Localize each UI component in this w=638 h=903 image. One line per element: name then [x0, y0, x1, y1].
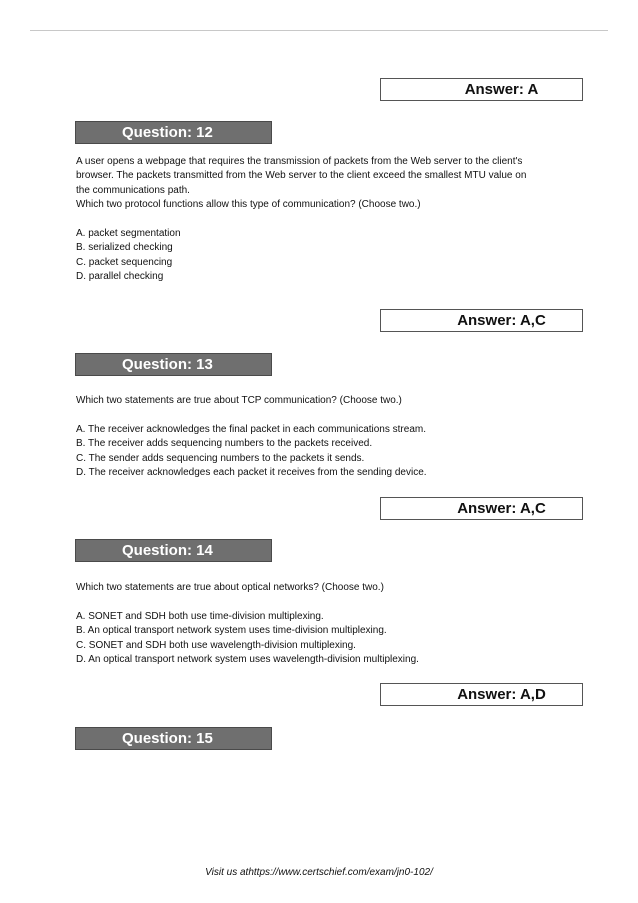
question-stem-line: the communications path.: [76, 184, 190, 196]
option-a: A. SONET and SDH both use time-division multiplexing.: [76, 610, 324, 622]
answer-box-q14: [380, 683, 583, 706]
question-prompt: Which two protocol functions allow this type of communication? (Choose two.): [76, 199, 421, 211]
option-d: D. parallel checking: [76, 271, 164, 283]
question-prompt: Which two statements are true about TCP communication? (Choose two.): [76, 395, 402, 406]
question-header-14: [75, 539, 272, 562]
answer-box-q11: [380, 78, 583, 101]
question-title: Question: 13: [122, 356, 213, 373]
option-b: B. An optical transport network system uses time-division multiplexing.: [76, 625, 387, 637]
answer-box-q12: [380, 309, 583, 332]
question-body-14: [76, 581, 584, 667]
question-title: Question: 15: [122, 730, 213, 747]
question-prompt: Which two statements are true about optical networks? (Choose two.): [76, 582, 384, 593]
header-divider: [30, 30, 608, 31]
option-b: B. The receiver adds sequencing numbers to the packets received.: [76, 438, 373, 450]
option-c: C. SONET and SDH both use wavelength-division multiplexing.: [76, 639, 356, 651]
footer-link[interactable]: Visit us athttps://www.certschief.com/exam/jn0-102/: [205, 867, 433, 878]
option-d: D. An optical transport network system uses wavelength-division multiplexing.: [76, 654, 419, 666]
option-a: A. The receiver acknowledges the final packet in each communications stream.: [76, 423, 426, 435]
question-body-12: [76, 155, 584, 285]
option-d: D. The receiver acknowledges each packet it receives from the sending device.: [76, 467, 427, 479]
answer-label: Answer: A,C: [457, 500, 546, 517]
option-b: B. serialized checking: [76, 242, 173, 254]
answer-box-q13: [380, 497, 583, 520]
answer-label: Answer: A,D: [457, 686, 546, 703]
question-body-13: [76, 394, 584, 480]
option-c: C. packet sequencing: [76, 256, 173, 268]
question-title: Question: 14: [122, 542, 213, 559]
question-stem-line: A user opens a webpage that requires the transmission of packets from the Web server to the client's: [76, 156, 523, 167]
question-header-12: [75, 121, 272, 144]
question-header-15: [75, 727, 272, 750]
question-stem-line: browser. The packets transmitted from the Web server to the client exceed the smallest MTU value on: [76, 170, 527, 182]
answer-label: Answer: A,C: [457, 312, 546, 329]
answer-label: Answer: A: [464, 81, 539, 98]
option-a: A. packet segmentation: [76, 228, 181, 240]
option-c: C. The sender adds sequencing numbers to the packets it sends.: [76, 452, 365, 464]
question-header-13: [75, 353, 272, 376]
question-title: Question: 12: [122, 124, 213, 141]
